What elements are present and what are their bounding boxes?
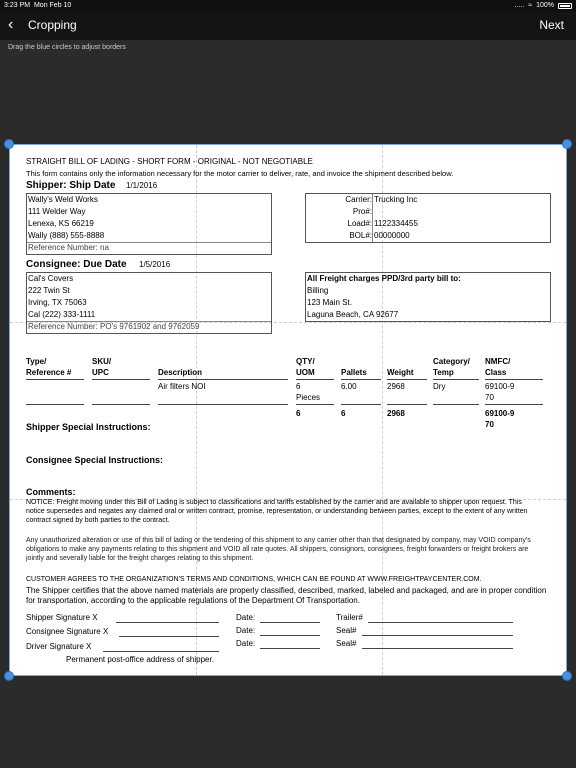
header-upc: UPC [92, 368, 109, 377]
pro-label: Pro#: [352, 207, 372, 216]
battery-percent: 100% [536, 2, 554, 9]
chevron-left-icon[interactable]: ‹ [8, 16, 14, 33]
shipper-reference: Reference Number: na [28, 243, 109, 252]
status-bar [0, 0, 576, 12]
header-reference: Reference # [26, 368, 72, 377]
date-label: Date: [236, 639, 256, 648]
header-underline [92, 379, 150, 380]
load-label: Load#: [347, 219, 372, 228]
header-uom: UOM [296, 368, 315, 377]
total-qty: 6 [296, 409, 301, 418]
load-value: 1122334455 [374, 219, 418, 228]
item-pallets: 6.00 [341, 382, 357, 391]
row-underline [296, 404, 334, 405]
navigation-bar [0, 12, 576, 40]
shipper-line: Lenexa, KS 66219 [28, 219, 94, 228]
crop-handle-top-left[interactable] [4, 139, 14, 149]
ship-date: 1/1/2016 [126, 181, 158, 190]
header-underline [433, 379, 479, 380]
signature-line [260, 622, 320, 623]
shipper-signature-label: Shipper Signature X [26, 613, 98, 622]
item-class: 70 [485, 393, 494, 402]
status-right [515, 2, 572, 9]
header-qty: QTY/ [296, 357, 315, 366]
bill-to-line: 123 Main St. [307, 298, 352, 307]
hint-area [0, 40, 576, 144]
row-underline [485, 404, 543, 405]
consignee-line: Cal (222) 333-1111 [28, 310, 96, 319]
seal-label: Seal# [336, 639, 357, 648]
total-class: 70 [485, 420, 494, 429]
bill-to-line: Laguna Beach, CA 92677 [307, 310, 399, 319]
unauthorized-text: Any unauthorized alteration or use of this bill of lading or the tendering of this shipment to any carrier other than that designated by company, may VOID company's obligations to make any payments relating to this shipment and VOID all rate quotes. All shippers, consignors, consignees, freight forwarders or freight brokers are jointly and severally liable for the freight charges relating to this shipment. [26, 537, 531, 562]
crop-handle-bottom-left[interactable] [4, 671, 14, 681]
bill-to-title: All Freight charges PPD/3rd party bill to: [307, 274, 461, 283]
bill-to-line: Billing [307, 286, 329, 295]
signature-line [116, 622, 219, 623]
header-pallets: Pallets [341, 368, 367, 377]
item-category: Dry [433, 382, 446, 391]
total-weight: 2968 [387, 409, 405, 418]
shipper-line: Wally (888) 555-8888 [28, 231, 105, 240]
shipper-box [26, 193, 272, 255]
trailer-label: Trailer# [336, 613, 363, 622]
header-category: Category/ [433, 357, 470, 366]
page-title: Cropping [28, 18, 77, 32]
bol-value: 00000000 [374, 231, 410, 240]
header-underline [485, 379, 543, 380]
crop-handle-bottom-right[interactable] [562, 671, 572, 681]
date-label: Date: [236, 613, 256, 622]
header-class: Class [485, 368, 507, 377]
signal-icon: ..... [514, 2, 525, 9]
header-underline [26, 379, 84, 380]
seal-label: Seal# [336, 626, 357, 635]
consignee-label: Consignee: Due Date [26, 259, 127, 270]
carrier-label: Carrier: [345, 195, 372, 204]
item-weight: 2968 [387, 382, 405, 391]
header-nmfc: NMFC/ [485, 357, 511, 366]
crop-hint: Drag the blue circles to adjust borders [8, 44, 126, 51]
certify-text: The Shipper certifies that the above named materials are properly classified, described, marked, labeled and packaged, and are in proper condition for transportation, according to the applicable regulations of the Department Of Transportation. [26, 586, 547, 605]
signature-line [362, 648, 513, 649]
driver-signature-label: Driver Signature X [26, 642, 92, 651]
wifi-icon: ≈ [528, 2, 533, 9]
row-underline [387, 404, 427, 405]
carrier-box [305, 193, 551, 243]
status-time: 3:23 PM Mon Feb 10 [4, 2, 72, 9]
bill-to-box [305, 272, 551, 322]
consignee-signature-label: Consignee Signature X [26, 627, 109, 636]
item-nmfc: 69100-9 [485, 382, 515, 391]
carrier-value: Trucking Inc [374, 195, 418, 204]
document-page[interactable] [9, 144, 567, 676]
crop-handle-top-right[interactable] [562, 139, 572, 149]
consignee-box [26, 272, 272, 334]
footer-text: Permanent post-office address of shipper. [66, 655, 214, 664]
bol-label: BOL#: [349, 231, 372, 240]
header-underline [341, 379, 381, 380]
item-description: Air filters NOI [158, 382, 206, 391]
row-underline [92, 404, 150, 405]
header-type: Type/ [26, 357, 47, 366]
shipper-label: Shipper: Ship Date [26, 180, 116, 191]
shipper-line: Wally's Weld Works [28, 195, 98, 204]
row-underline [26, 404, 84, 405]
item-uom: Pieces [296, 393, 321, 402]
signature-line [368, 622, 513, 623]
header-temp: Temp [433, 368, 454, 377]
signature-line [103, 651, 219, 652]
signature-line [260, 648, 320, 649]
header-underline [158, 379, 288, 380]
total-pallets: 6 [341, 409, 346, 418]
shipper-line: 111 Welder Way [28, 207, 86, 216]
next-button[interactable]: Next [539, 18, 564, 32]
shipper-instructions-label: Shipper Special Instructions: [26, 422, 151, 432]
row-underline [341, 404, 381, 405]
date-label: Date: [236, 626, 256, 635]
signature-line [260, 635, 320, 636]
header-sku: SKU/ [92, 357, 112, 366]
row-underline [433, 404, 479, 405]
consignee-line: Irving, TX 75063 [28, 298, 87, 307]
signature-line [119, 636, 219, 637]
total-nmfc: 69100-9 [485, 409, 515, 418]
doc-title: STRAIGHT BILL OF LADING - SHORT FORM - ORIGINAL - NOT NEGOTIABLE [26, 157, 313, 166]
header-weight: Weight [387, 368, 414, 377]
row-underline [158, 404, 288, 405]
notice-text: NOTICE: Freight moving under this Bill of Lading is subject to classifications and tariffs established by the carrier and are available to shipper upon request. This notice supersedes and negates any claimed oral or written contract, promise, representation, or understanding between parties, except to the extent of any written contract signed by both parties to the contract. [26, 499, 528, 524]
doc-subtitle: This form contains only the information necessary for the motor carrier to deliver, rate, and invoice the shipment described below. [26, 169, 454, 178]
item-qty: 6 [296, 382, 301, 391]
consignee-line: 222 Twin St [28, 286, 70, 295]
customer-agrees: CUSTOMER AGREES TO THE ORGANIZATION'S TERMS AND CONDITIONS, WHICH CAN BE FOUND AT WWW.FREIGHTPAYCENTER.COM. [26, 576, 482, 583]
column-divider [372, 194, 373, 242]
due-date: 1/5/2016 [139, 260, 171, 269]
signature-line [362, 635, 513, 636]
header-underline [387, 379, 427, 380]
consignee-line: Cal's Covers [28, 274, 74, 283]
comments-title: Comments: [26, 487, 76, 497]
consignee-reference: Reference Number: PO's 9761902 and 9762059 [28, 322, 200, 331]
battery-icon [558, 3, 572, 9]
header-underline [296, 379, 334, 380]
consignee-instructions-label: Consignee Special Instructions: [26, 455, 164, 465]
header-description: Description [158, 368, 203, 377]
